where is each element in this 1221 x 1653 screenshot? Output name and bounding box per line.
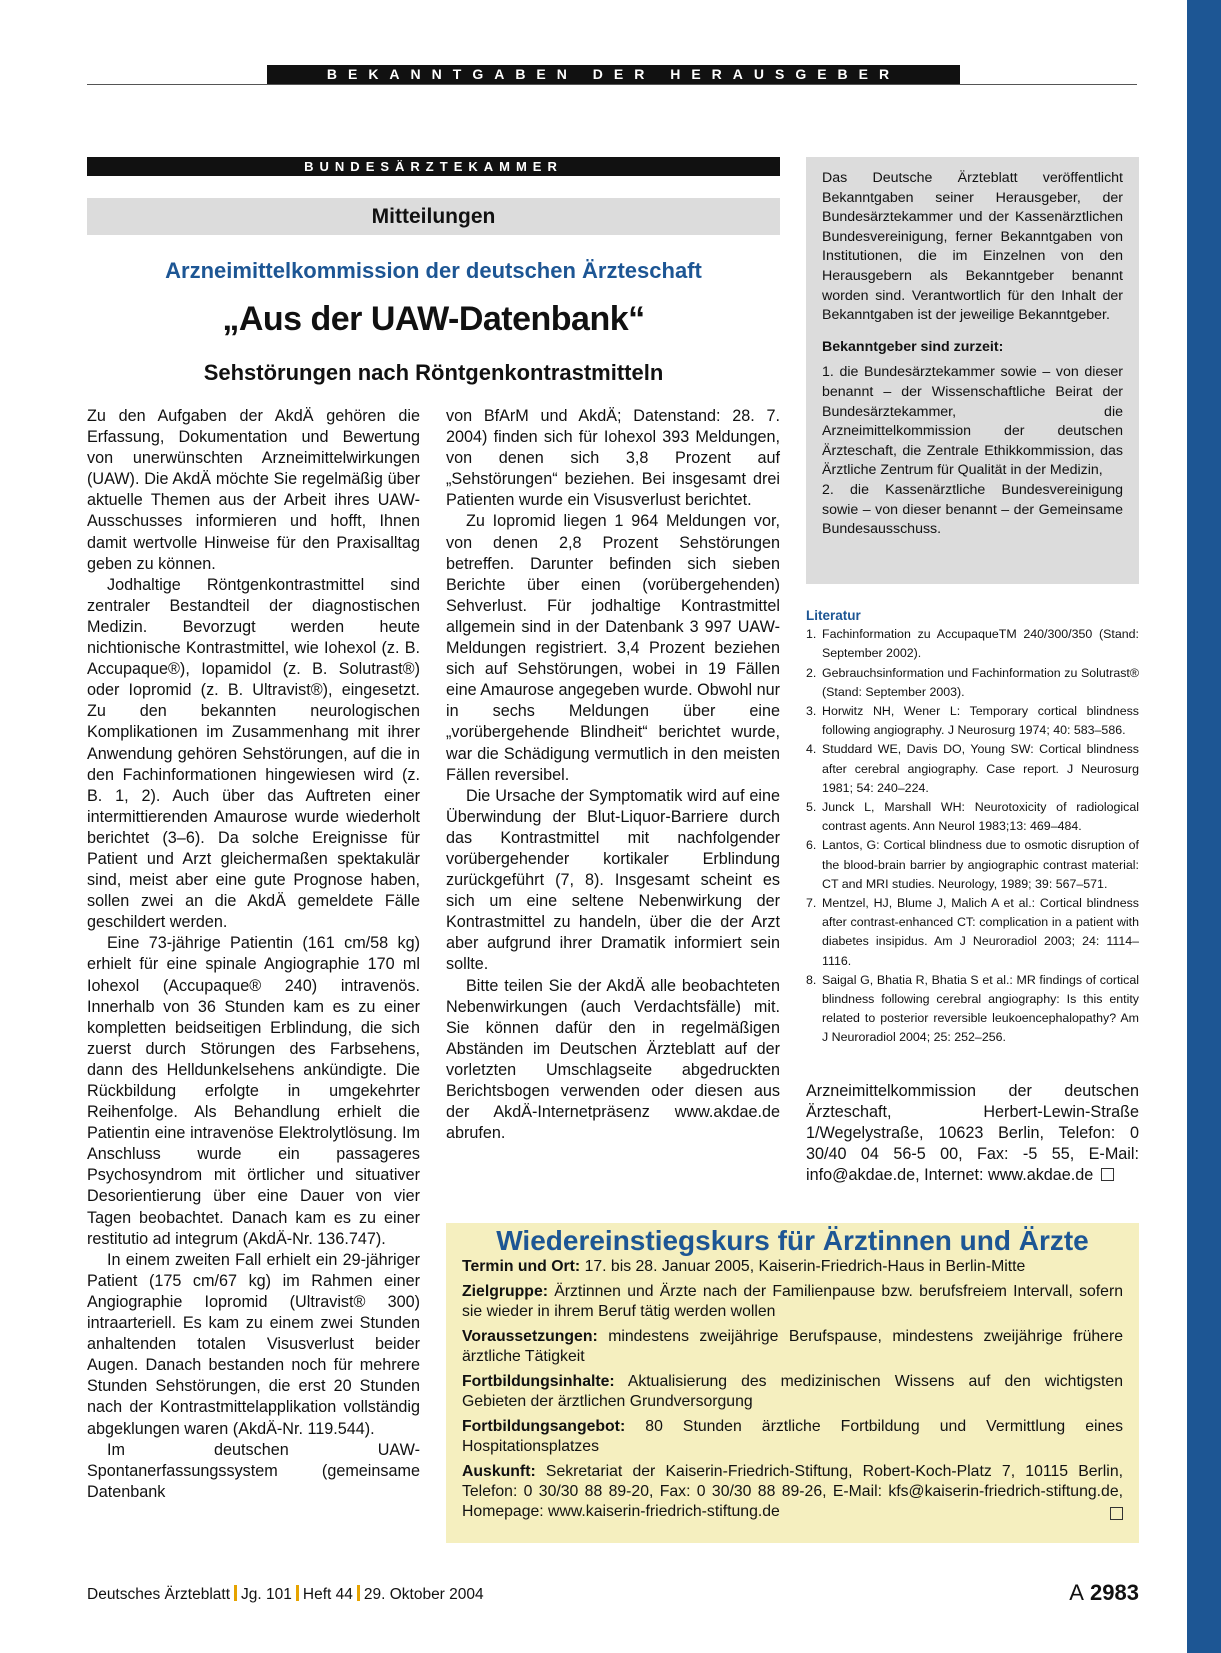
ad-item-text: 80 Stunden ärztliche Fortbildung und Vermittlung eines Hospitationsplatzes (462, 1418, 1123, 1455)
literature-number: 8. (806, 972, 817, 987)
literature-text: Mentzel, HJ, Blume J, Malich A et al.: Cortical blindness after contrast-enhanced CT: complication in a patient with diabetes insipidus. Am J Neuroradiol 2003; 24: 1114–1116. (822, 896, 1139, 968)
literature-text: Saigal G, Bhatia R, Bhatia S et al.: MR findings of cortical blindness following cerebral angiography: Is this entity related to posterior reversible leukoencephalopathy? Am J Neuroradiol 2004; 25: 252–256. (822, 972, 1139, 1045)
footer-date: 29. Oktober 2004 (363, 1586, 484, 1603)
literature-text: Lantos, G: Cortical blindness due to osmotic disruption of the blood-brain barrier by angiographic contrast material: CT and MRI studies. Neurology, 1989; 39: 567–571. (822, 838, 1139, 891)
paragraph: Die Ursache der Symptomatik wird auf eine Überwindung der Blut-Liquor-Barriere durch das Kontrastmittel mit nachfolgender vorübergehender kortikaler Erblindung zurückgeführt (7, 8). Insgesamt scheint es sich um eine seltene Nebenwirkung der Kontrastmittel zu handeln, über die der Arzt aber aufgrund ihrer Dramatik informiert sein sollte. (446, 786, 780, 974)
info-intro: Das Deutsche Ärzteblatt veröffentlicht Bekanntgaben seiner Herausgeber, der Bundesärztekammer und der Kassenärztlichen Bundesvereinigung, ferner Bekanntgaben von Institutionen, die im Einzelnen von den Herausgebern als Bekanntgeber benannt worden sind. Verantwortlich für den Inhalt der Bekanntgaben ist der jeweilige Bekanntgeber. (822, 170, 1123, 324)
literature-number: 7. (806, 896, 817, 911)
ad-title: Wiedereinstiegskurs für Ärztinnen und Ärzte (496, 1225, 1089, 1256)
ad-item-label: Auskunft: (462, 1463, 536, 1480)
paragraph: Bitte teilen Sie der AkdÄ alle beobachteten Nebenwirkungen (auch Verdachtsfälle) mit. Sie können dafür den in regelmäßigen Abständen im Deutschen Ärzteblatt auf der vorletzten Umschlagseite abgedruckten Berichtsbogen verwenden oder diesen aus der AkdÄ-Internetpräsenz www.akdae.de abrufen. (446, 976, 780, 1143)
section-bar: BUNDESÄRZTEKAMMER (87, 157, 780, 176)
paragraph: Zu den Aufgaben der AkdÄ gehören die Erfassung, Dokumentation und Bewertung von unerwünschten Arzneimittelwirkungen (UAW). Die AkdÄ möchte Sie regelmäßig über aktuelle Themen aus der Arbeit ihres UAW-Ausschusses informieren und hofft, Ihnen damit wertvolle Hinweise für den Praxisalltag geben zu können. (87, 407, 420, 573)
paragraph: von BfArM und AkdÄ; Datenstand: 28. 7. 2004) finden sich für Iohexol 393 Meldungen, von denen sich 3,8 Prozent auf „Sehstörungen“ beziehen. Bei insgesamt drei Patienten wurde ein Visusverlust berichtet. (446, 407, 780, 510)
paragraph: Jodhaltige Röntgenkontrastmittel sind zentraler Bestandteil der diagnostischen Medizin. Bevorzugt werden heute nichtionische Kontrastmittel, wie Iohexol (z. B. Accupaque®), Iopamidol (z. B. Solutrast®) oder Iopromid (z. B. Ultravist®), eingesetzt. Zu den bekannten neurologischen Komplikationen im Zusammenhang mit ihrer Anwendung gehören Sehstörungen, auf die in den Fachinformationen hingewiesen wird (z. B. 1, 2). Auch über das Auftreten einer intermittierenden Amaurose wurde wiederholt berichtet (3–6). Da solche Ereignisse für Patient und Arzt gleichermaßen spektakulär sind, meist aber eine gute Prognose haben, sollen zwei an die AkdÄ gemeldete Fälle geschildert werden. (87, 575, 420, 932)
end-mark-icon (1101, 1168, 1114, 1181)
ad-item-text: 17. bis 28. Januar 2005, Kaiserin-Friedrich-Haus in Berlin-Mitte (584, 1258, 1026, 1275)
literature-item (806, 971, 1139, 1048)
literature-number: 1. (806, 627, 817, 642)
literature-item (806, 664, 1139, 702)
literature-text: Junck L, Marshall WH: Neurotoxicity of radiological contrast agents. Ann Neurol 1983;13: 469–484. (822, 800, 1139, 834)
end-mark-icon (1110, 1507, 1123, 1520)
sidebar-stripe (1187, 0, 1221, 1653)
ad-item-text: mindestens zweijährige Berufspause, mindestens zweijährige frühere ärztliche Tätigkeit (462, 1328, 1123, 1365)
literature-text: Horwitz NH, Wener L: Temporary cortical blindness following angiography. J Neurosurg 1974; 40: 583–586. (822, 704, 1139, 738)
ad-item (462, 1417, 1123, 1457)
ad-item (462, 1372, 1123, 1412)
ad-item-text: Ärztinnen und Ärzte nach der Familienpause bzw. berufsfreiem Intervall, sofern sie wieder in ihrem Beruf tätig werden wollen (462, 1283, 1123, 1320)
ad-item (462, 1282, 1123, 1322)
footer-journal: Deutsches Ärzteblatt (87, 1586, 231, 1603)
ad-item-label: Fortbildungsangebot: (462, 1418, 626, 1435)
literature-number: 4. (806, 742, 817, 757)
ad-item (462, 1257, 1123, 1277)
ad-item-text: Aktualisierung des medizinischen Wissens auf den wichtigsten Gebieten der ärztlichen Grundversorgung (462, 1373, 1123, 1410)
info-heading: Bekanntgeber sind zurzeit: (822, 338, 1004, 355)
info-item: 1. die Bundesärztekammer sowie – von dieser benannt – der Wissenschaftliche Beirat der Bundesärztekammer, die Arzneimittelkommission der deutschen Ärzteschaft, die Zentrale Ethikkommission, das Ärztliche Zentrum für Qualität in der Medizin, (822, 364, 1123, 479)
literature-text: Studdard WE, Davis DO, Young SW: Cortical blindness after cerebral angiography. Case report. J Neurosurg 1981; 54: 240–224. (822, 742, 1139, 795)
ad-item-label: Zielgruppe: (462, 1283, 549, 1300)
organization-heading: Arzneimittelkommission der deutschen Ärzteschaft (165, 258, 702, 283)
page-number (1069, 1580, 1139, 1606)
contact-text: Arzneimittelkommission der deutschen Ärzteschaft, Herbert-Lewin-Straße 1/Wegelystraße, 10623 Berlin, Telefon: 0 30/40 04 56-5 00, Fax: -5 55, E-Mail: info@akdae.de, Internet: www.akdae.de (806, 1082, 1139, 1185)
ad-item (462, 1327, 1123, 1367)
info-item: 2. die Kassenärztliche Bundesvereinigung sowie – von dieser benannt – der Gemeinsame Bundesausschuss. (822, 481, 1123, 538)
literature-number: 2. (806, 665, 817, 680)
course-ad-box (446, 1223, 1139, 1543)
ad-item-text: Sekretariat der Kaiserin-Friedrich-Stiftung, Robert-Koch-Platz 7, 10115 Berlin, Telefon: 0 30/30 88 89-20, Fax: 0 30/30 88 89-26, E-Mail: kfs@kaiserin-friedrich-stiftung.de, Homepage: www.kaiserin-friedrich-stiftung.de (462, 1463, 1123, 1520)
literature-item (806, 894, 1139, 971)
literature-item (806, 625, 1139, 663)
literature-number: 5. (806, 800, 817, 815)
paragraph: Im deutschen UAW-Spontanerfassungssystem (gemeinsame Datenbank (87, 1440, 420, 1501)
paragraph: In einem zweiten Fall erhielt ein 29-jähriger Patient (175 cm/67 kg) im Rahmen einer Angiographie Iopromid (Ultravist® 300) intraarteriell. Es kam zu einem zwei Stunden anhaltenden totalen Visusverlust beider Augen. Danach bestanden noch für mehrere Stunden Sehstörungen, die erst 20 Stunden nach der Kontrastmittelapplikation vollständig abgeklungen waren (AkdÄ-Nr. 119.544). (87, 1250, 420, 1438)
literature-heading: Literatur (806, 608, 861, 623)
footer-separator (357, 1585, 360, 1601)
article-subtitle: Sehstörungen nach Röntgenkontrastmitteln (203, 360, 664, 385)
footer-issue: Heft 44 (302, 1586, 353, 1603)
top-rule (87, 84, 1137, 85)
contact-block (806, 1081, 1139, 1186)
literature-item (806, 798, 1139, 836)
ad-item-label: Fortbildungsinhalte: (462, 1373, 615, 1390)
literature-text: Gebrauchsinformation und Fachinformation zu Solutrast® (Stand: September 2003). (822, 665, 1139, 699)
literature-item (806, 702, 1139, 740)
literature-item (806, 836, 1139, 894)
article-column-1 (87, 406, 420, 1503)
category-bar: Mitteilungen (87, 198, 780, 235)
article-column-2 (446, 406, 780, 1144)
page-number-value: 2983 (1090, 1580, 1139, 1605)
publisher-info-box (806, 157, 1139, 584)
article-title: „Aus der UAW-Datenbank“ (222, 300, 645, 338)
ad-item-label: Voraussetzungen: (462, 1328, 598, 1345)
paragraph: Zu Iopromid liegen 1 964 Meldungen vor, von denen 2,8 Prozent Sehstörungen betreffen. Darunter befinden sich sieben Berichte über einen (vorübergehenden) Sehverlust. Für jodhaltige Kontrastmittel allgemein sind in der Datenbank 3 997 UAW-Meldungen registriert. 3,4 Prozent beziehen sich auf Sehstörungen, wobei in 19 Fällen eine Amaurose angegeben wurde. Obwohl nur in sechs Meldungen über eine „vorübergehende Blindheit“ berichtet wurde, war die Schädigung vermutlich in den meisten Fällen reversibel. (446, 512, 780, 784)
footer-volume: Jg. 101 (241, 1586, 292, 1603)
footer-separator (296, 1585, 299, 1601)
literature-item (806, 740, 1139, 798)
literature-list (806, 606, 1139, 1048)
header-banner: BEKANNTGABEN DER HERAUSGEBER (267, 65, 960, 84)
footer-separator (234, 1585, 237, 1601)
paragraph: Eine 73-jährige Patientin (161 cm/58 kg) erhielt für eine spinale Angiographie 170 ml Iohexol (Accupaque® 240) intravenös. Innerhalb von 36 Stunden kam es zu einer kompletten beidseitigen Erblindung, die sich zuerst durch Störungen des Farbsehens, dann des Helldunkelsehens ankündigte. Die Rückbildung erfolgte in umgekehrter Reihenfolge. Als Behandlung erhielt die Patientin eine intravenöse Elektrolytlösung. Im Anschluss wurde ein passageres Psychosyndrom mit örtlicher und situativer Desorientierung über eine Dauer von vier Tagen beobachtet. Danach kam es zu einer restitutio ad integrum (AkdÄ-Nr. 136.747). (87, 934, 420, 1248)
literature-number: 6. (806, 838, 817, 853)
page-prefix: A (1069, 1580, 1084, 1605)
footer-citation (87, 1585, 484, 1604)
ad-item-label: Termin und Ort: (462, 1258, 581, 1275)
literature-text: Fachinformation zu AccupaqueTM 240/300/350 (Stand: September 2002). (822, 627, 1139, 661)
literature-number: 3. (806, 704, 817, 719)
